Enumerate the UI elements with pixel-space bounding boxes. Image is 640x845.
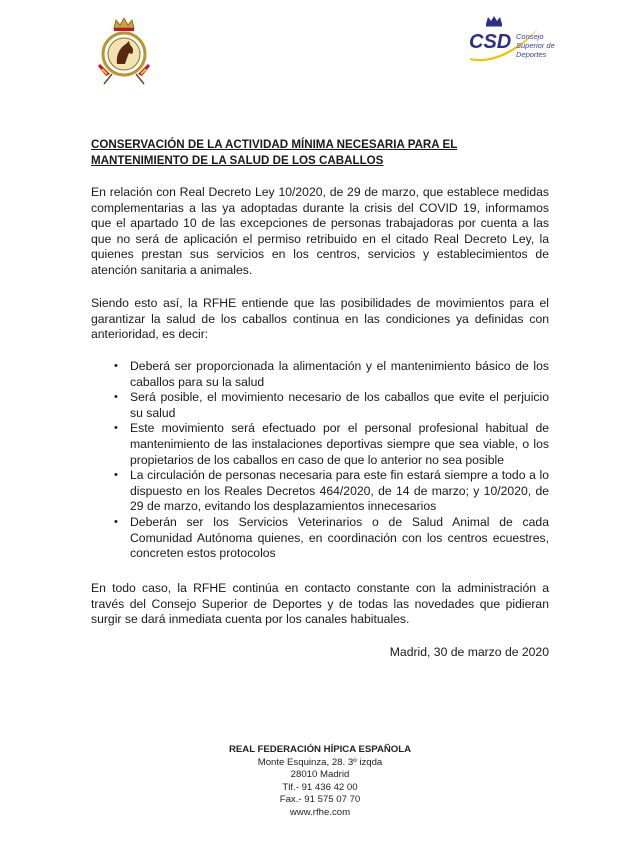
document-date: Madrid, 30 de marzo de 2020	[389, 645, 549, 659]
measures-list	[91, 359, 549, 562]
bullet-icon: •	[114, 469, 118, 482]
bullet-icon: •	[114, 515, 118, 528]
document-title: CONSERVACIÓN DE LA ACTIVIDAD MÍNIMA NECESARIA PARA EL MANTENIMIENTO DE LA SALUD DE LOS CABALLOS	[91, 138, 458, 167]
list-item-text: Deberán ser los Servicios Veterinarios o de Salud Animal de cada Comunidad Autónoma quienes, en coordinación con los centros ecuestres, concreten estos protocolos	[130, 514, 549, 561]
paragraph-intro: En relación con Real Decreto Ley 10/2020, de 29 de marzo, que establece medidas complementarias a las ya adoptadas durante la crisis del COVID 19, informamos que el apartado 10 de las excepciones de personas trabajadoras por cuenta a las que no será de aplicación el permiso retribuido en el citado Real Decreto Ley, la quienes prestan sus servicios en los centros, servicios y establecimientos de atención sanitaria a animales.	[91, 185, 549, 277]
footer-website-link[interactable]: www.rfhe.com	[289, 806, 351, 818]
footer	[0, 744, 640, 820]
list-item	[91, 515, 549, 562]
bullet-icon: •	[114, 360, 118, 372]
footer-org-name: REAL FEDERACIÓN HÍPICA ESPAÑOLA	[228, 744, 412, 755]
footer-fax: Fax.- 91 575 07 70	[279, 794, 361, 806]
list-item	[91, 421, 549, 468]
csd-subtitle	[516, 32, 555, 59]
csd-subtitle-line3: Deportes	[516, 50, 547, 59]
csd-subtitle-line2: Superior de	[516, 41, 555, 50]
csd-subtitle-line1: Consejo	[516, 32, 544, 41]
list-item	[91, 468, 549, 515]
footer-city: 28010 Madrid	[290, 769, 350, 781]
list-item-text: Este movimiento será efectuado por el personal profesional habitual de mantenimiento de las instalaciones deportivas siempre que sea viable, o los propietarios de los caballos en caso de que lo anterior no sea posible	[130, 421, 549, 467]
footer-address: Monte Esquinza, 28. 3º izqda	[257, 756, 383, 768]
csd-logo-text: CSD	[469, 31, 512, 53]
bullet-icon: •	[114, 422, 118, 435]
bullet-icon: •	[114, 391, 118, 404]
paragraph-context: Siendo esto así, la RFHE entiende que las posibilidades de movimientos para el garantizar la salud de los caballos continua en las condiciones ya definidas con anterioridad, es decir:	[91, 296, 549, 342]
rfhe-crest-icon	[92, 14, 156, 86]
list-item-text: Deberá ser proporcionada la alimentación y el mantenimiento básico de los caballos para su la salud	[130, 359, 549, 389]
list-item	[91, 359, 549, 390]
list-item-text: La circulación de personas necesaria para este fin estará siempre a todo a lo dispuesto en los Reales Decretos 464/2020, de 14 de marzo; y 10/2020, de 29 de marzo, evitando los desplazamientos innecesarios	[130, 468, 549, 514]
footer-phone: Tlf.- 91 436 42 00	[282, 781, 358, 793]
list-item-text: Será posible, el movimiento necesario de los caballos que evite el perjuicio su salud	[130, 390, 549, 420]
paragraph-closing: En todo caso, la RFHE continúa en contacto constante con la administración a través del Consejo Superior de Deportes y de todas las novedades que pidieran surgir se dará inmediata cuenta por los canales habituales.	[91, 581, 549, 627]
list-item	[91, 390, 549, 421]
